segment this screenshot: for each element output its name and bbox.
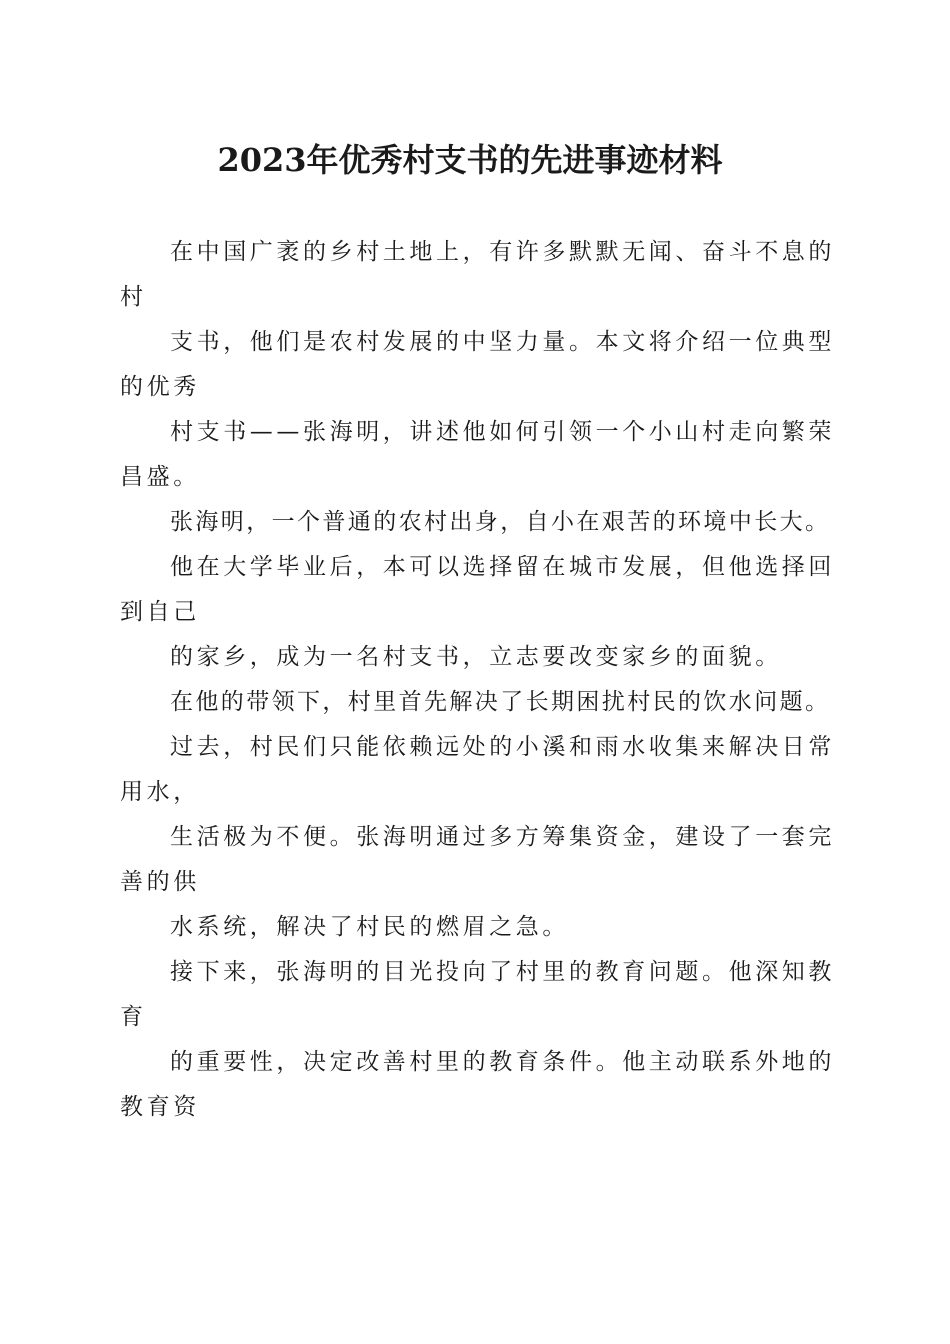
text-line: 生活极为不便。张海明通过多方筹集资金，建设了一套完 bbox=[170, 824, 835, 850]
text-line: 善的供 bbox=[120, 869, 200, 895]
text-line: 在他的带领下，村里首先解决了长期困扰村民的饮水问题。 bbox=[170, 689, 831, 715]
text-line: 的优秀 bbox=[120, 374, 200, 400]
text-line: 的家乡，成为一名村支书，立志要改变家乡的面貌。 bbox=[170, 644, 782, 670]
text-line: 教育资 bbox=[120, 1094, 200, 1120]
text-line: 的重要性，决定改善村里的教育条件。他主动联系外地的 bbox=[170, 1049, 835, 1075]
text-line: 育 bbox=[120, 1004, 147, 1030]
text-line: 在中国广袤的乡村土地上，有许多默默无闻、奋斗不息的 bbox=[170, 239, 835, 265]
text-line: 村支书——张海明，讲述他如何引领一个小山村走向繁荣 bbox=[170, 419, 835, 445]
document-body bbox=[120, 230, 835, 1130]
text-line: 水系统，解决了村民的燃眉之急。 bbox=[170, 914, 569, 940]
document-title: 2023年优秀村支书的先进事迹材料 bbox=[217, 141, 723, 179]
text-line: 接下来，张海明的目光投向了村里的教育问题。他深知教 bbox=[170, 959, 835, 985]
text-line: 他在大学毕业后，本可以选择留在城市发展，但他选择回 bbox=[170, 554, 835, 580]
text-line: 过去，村民们只能依赖远处的小溪和雨水收集来解决日常 bbox=[170, 734, 835, 760]
text-line: 张海明，一个普通的农村出身，自小在艰苦的环境中长大。 bbox=[170, 509, 831, 535]
text-line: 村 bbox=[120, 284, 147, 310]
text-line: 用水， bbox=[120, 779, 200, 805]
text-line: 到自己 bbox=[120, 599, 200, 625]
text-line: 昌盛。 bbox=[120, 464, 200, 490]
text-line: 支书，他们是农村发展的中坚力量。本文将介绍一位典型 bbox=[170, 329, 835, 355]
